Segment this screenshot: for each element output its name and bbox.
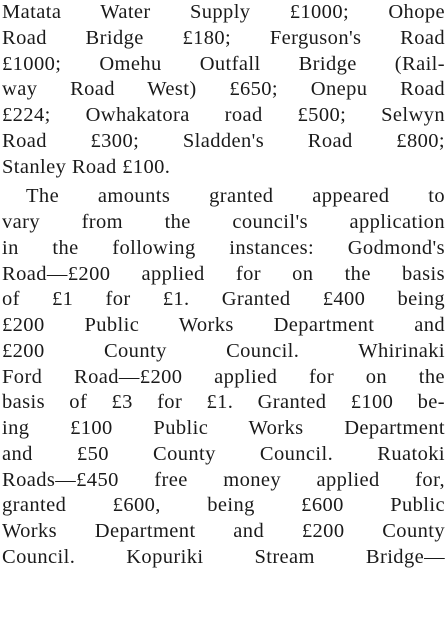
text-line: basis of £3 for £1. Granted £100 be- <box>2 391 445 414</box>
paragraph-road-grants <box>0 0 447 180</box>
text-line: £224; Owhakatora road £500; Selwyn <box>2 104 445 126</box>
text-line: Matata Water Supply £1000; Ohope <box>2 1 445 23</box>
text-line: vary from the council's application <box>2 211 445 233</box>
text-line: ing £100 Public Works Department <box>2 417 445 439</box>
text-line: way Road West) £650; Onepu Road <box>2 78 445 101</box>
text-line: of £1 for £1. Granted £400 being <box>2 288 445 311</box>
text-line: £200 Public Works Department and <box>2 314 445 336</box>
text-line: £1000; Omehu Outfall Bridge (Rail- <box>2 52 445 75</box>
text-line: and £50 County Council. Ruatoki <box>2 442 445 465</box>
text-line: Ford Road—£200 applied for on the <box>2 365 445 388</box>
text-line: granted £600, being £600 Public <box>2 494 445 517</box>
text-line: Road—£200 applied for on the basis <box>2 262 445 285</box>
text-line: Road £300; Sladden's Road £800; <box>2 129 445 152</box>
text-line: The amounts granted appeared to <box>26 185 445 208</box>
text-line: Stanley Road £100. <box>2 155 171 178</box>
text-line: Road Bridge £180; Ferguson's Road <box>2 26 445 49</box>
text-line: Roads—£450 free money applied for, <box>2 468 445 491</box>
text-line: in the following instances: Godmond's <box>2 236 445 259</box>
text-line: £200 County Council. Whirinaki <box>2 339 445 362</box>
text-line: Works Department and £200 County <box>2 520 445 542</box>
paragraph-amounts-granted <box>0 184 447 570</box>
text-line: Council. Kopuriki Stream Bridge— <box>2 545 445 568</box>
